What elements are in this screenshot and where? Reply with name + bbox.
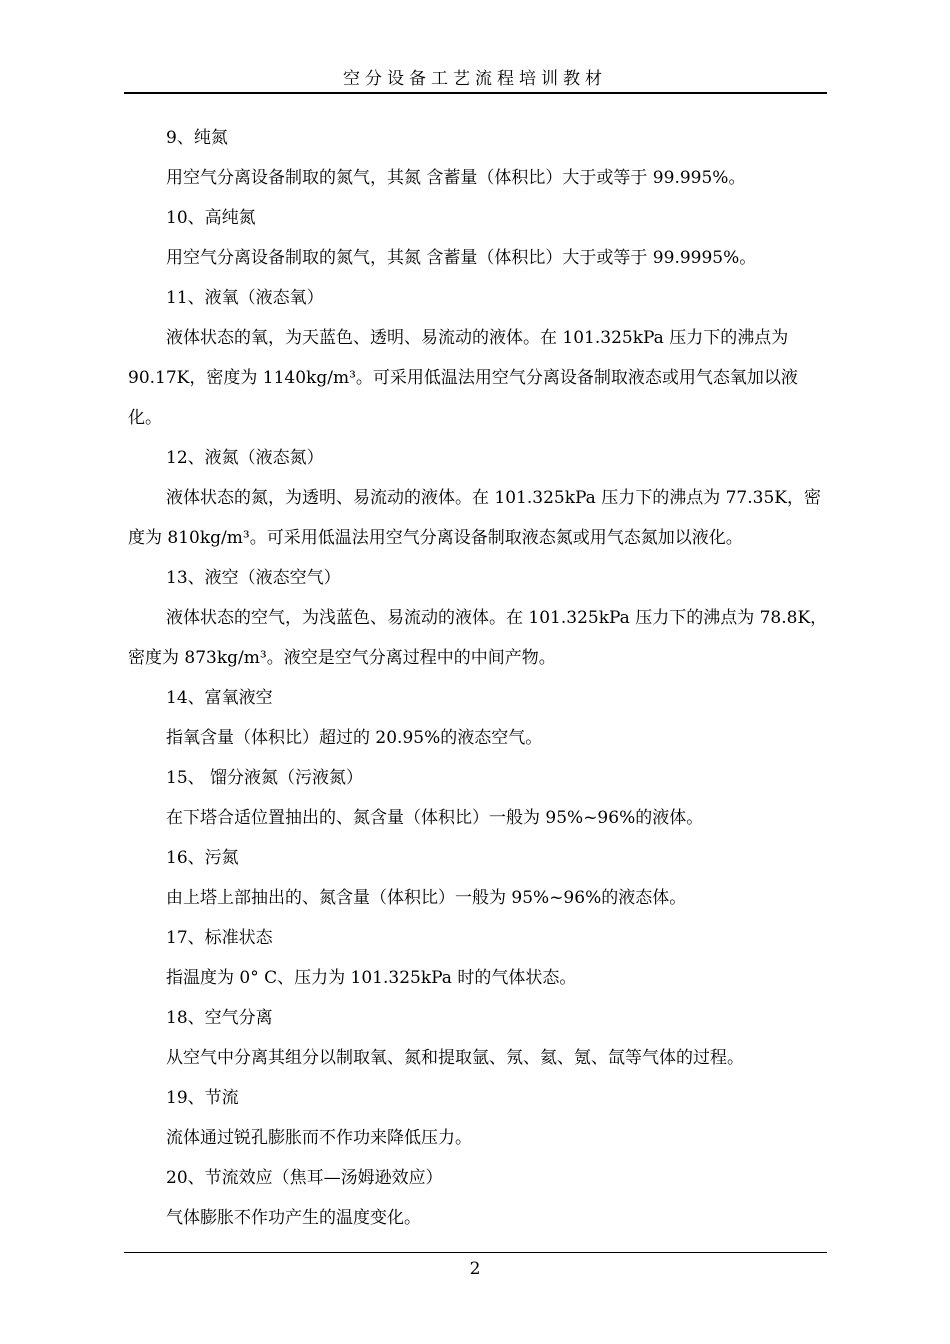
definition-text: 用空气分离设备制取的氮气，其氮 含蓄量（体积比）大于或等于 99.9995%。 [166,248,757,268]
definition-text: 液体状态的氮，为透明、易流动的液体。在 101.325kPa 压力下的沸点为 77.35K，密度为 810kg/m³。可采用低温法用空气分离设备制取液态氮或用气态氮加以液化。 [128,488,821,548]
definition-item [128,278,828,438]
definition-term: 20、节流效应（焦耳—汤姆逊效应） [166,1168,443,1188]
definition-text: 从空气中分离其组分以制取氧、氮和提取氩、氖、氦、氪、氙等气体的过程。 [166,1048,744,1068]
definition-item [128,918,828,998]
definition-text: 由上塔上部抽出的、氮含量（体积比）一般为 95%~96%的液态体。 [166,888,687,908]
definition-term: 13、液空（液态空气） [166,568,341,588]
definition-text: 液体状态的空气，为浅蓝色、易流动的液体。在 101.325kPa 压力下的沸点为 78.8K，密度为 873kg/m³。液空是空气分离过程中的中间产物。 [128,608,828,668]
definition-term: 14、富氧液空 [166,688,273,708]
definition-item [128,1078,828,1158]
definition-text: 用空气分离设备制取的氮气，其氮 含蓄量（体积比）大于或等于 99.995%。 [166,168,746,188]
definition-item [128,838,828,918]
definition-term: 19、节流 [166,1088,239,1108]
definition-term: 9、纯氮 [166,128,228,148]
definition-item [128,678,828,758]
definition-text: 指氧含量（体积比）超过的 20.95%的液态空气。 [166,728,543,748]
page-header-title: 空分设备工艺流程培训教材 [343,69,607,89]
definition-item [128,558,828,678]
document-body [128,118,828,1238]
definition-item [128,118,828,198]
definition-term: 18、空气分离 [166,1008,273,1028]
definition-term: 17、标准状态 [166,928,273,948]
footer-divider [124,1252,827,1253]
definition-item [128,198,828,278]
header-divider [124,92,827,94]
definition-text: 指温度为 0° C、压力为 101.325kPa 时的气体状态。 [166,968,577,988]
definition-text: 流体通过锐孔膨胀而不作功来降低压力。 [166,1128,472,1148]
definition-item [128,758,828,838]
definition-term: 11、液氧（液态氧） [166,288,324,308]
definition-item [128,1158,828,1238]
page-number: 2 [469,1259,481,1279]
definition-term: 15、 馏分液氮（污液氮） [166,768,364,788]
definition-item [128,998,828,1078]
definition-item [128,438,828,558]
definition-text: 液体状态的氧，为天蓝色、透明、易流动的液体。在 101.325kPa 压力下的沸点为 90.17K，密度为 1140kg/m³。可采用低温法用空气分离设备制取液态或用气态氧加以液化。 [128,328,798,428]
definition-term: 10、高纯氮 [166,208,256,228]
definition-text: 在下塔合适位置抽出的、氮含量（体积比）一般为 95%~96%的液体。 [166,808,704,828]
definition-text: 气体膨胀不作功产生的温度变化。 [166,1208,421,1228]
definition-term: 12、液氮（液态氮） [166,448,324,468]
definition-term: 16、污氮 [166,848,239,868]
